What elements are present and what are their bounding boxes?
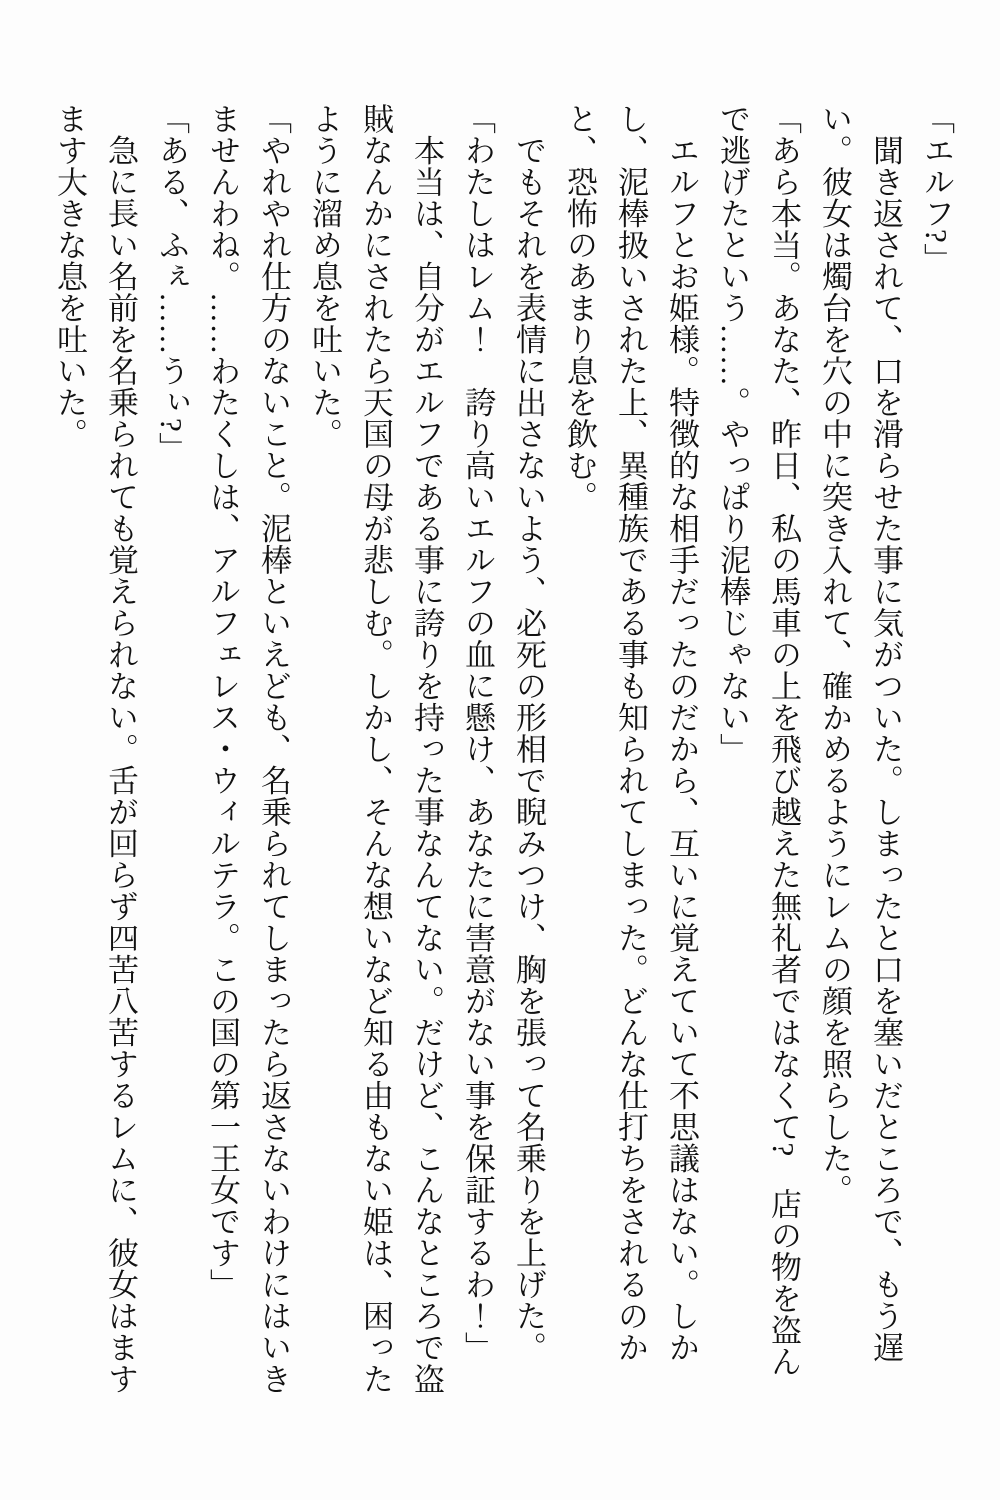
novel-text-block (44, 103, 962, 1405)
paragraph-dialogue: 「ある、ふぇ……うぃ?」 (154, 103, 189, 464)
paragraph-dialogue: 「エルフ?」 (919, 103, 954, 275)
paragraph-narration: エルフとお姫様。特徴的な相手だったのだから、互いに覚えていて不思議はない。しかし、泥棒扱いされた上、異種族である事も知られてしまった。どんな仕打ちをされるのかと、恐怖のあまり息を飲む。 (562, 103, 699, 1363)
paragraph-narration: でもそれを表情に出さないよう、必死の形相で睨みつけ、胸を張って名乗りを上げた。 (511, 103, 546, 1363)
paragraph-dialogue: 「やれやれ仕方のないこと。泥棒といえども、名乗られてしまったら返さないわけにはいきませんわね。……わたくしは、アルフェレス・ウィルテラ。この国の第一王女です」 (205, 103, 291, 1395)
paragraph-narration: 聞き返されて、口を滑らせた事に気がついた。しまったと口を塞いだところで、もう遅い。彼女は燭台を穴の中に突き入れて、確かめるようにレムの顔を照らした。 (817, 103, 903, 1363)
paragraph-narration: 本当は、自分がエルフである事に誇りを持った事なんてない。だけど、こんなところで盗賊なんかにされたら天国の母が悲しむ。しかし、そんな想いなど知る由もない姫は、困ったように溜め息を吐いた。 (307, 103, 444, 1395)
paragraph-narration: 急に長い名前を名乗られても覚えられない。舌が回らず四苦八苦するレムに、彼女はますます大きな息を吐いた。 (52, 103, 138, 1395)
paragraph-dialogue: 「あら本当。あなた、昨日、私の馬車の上を飛び越えた無礼者ではなくて? 店の物を盗んで逃げたという……。やっぱり泥棒じゃない」 (715, 103, 801, 1378)
paragraph-dialogue: 「わたしはレム！ 誇り高いエルフの血に懸け、あなたに害意がない事を保証するわ！」 (460, 103, 495, 1363)
